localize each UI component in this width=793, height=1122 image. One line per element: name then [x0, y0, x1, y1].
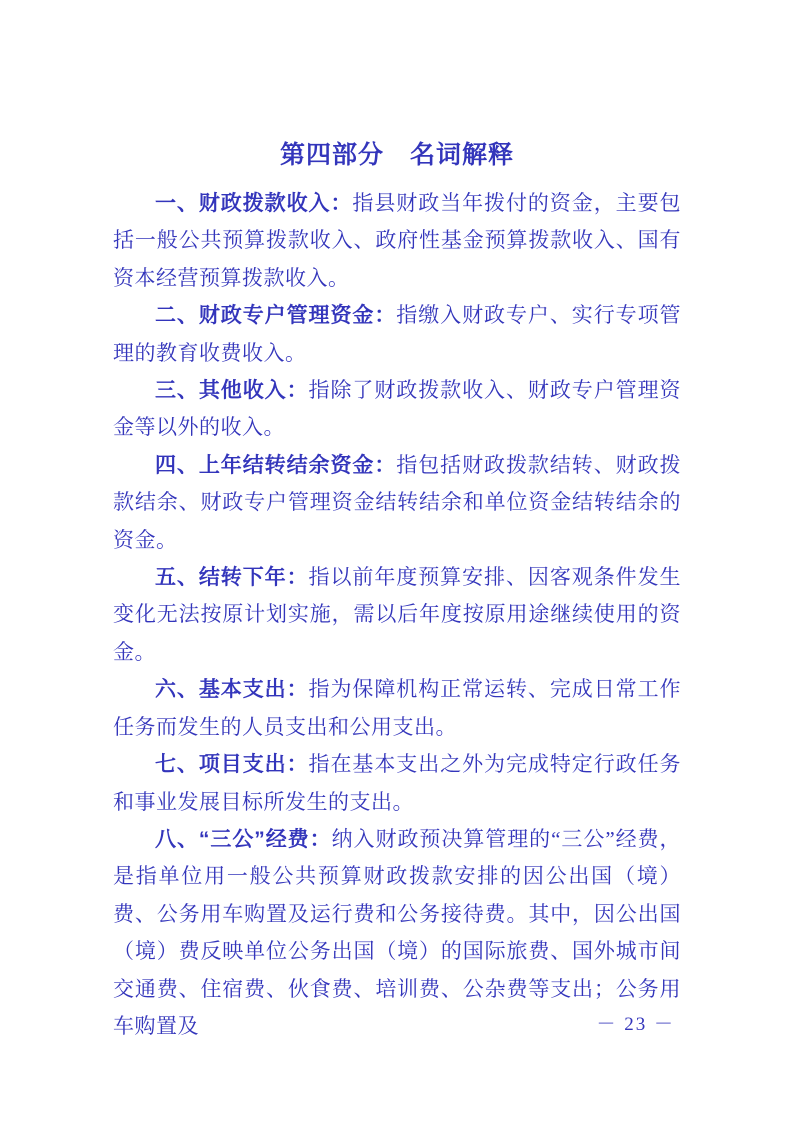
term-definition: 指除了财政拨款收入、财政专户管理资金等以外的收入。 [113, 378, 682, 440]
term-definition: 指缴入财政专户、实行专项管理的教育收费收入。 [113, 303, 682, 365]
term-label: 二、财政专户管理资金： [155, 304, 397, 328]
document-content [113, 138, 681, 1045]
term-label: 三、其他收入： [155, 379, 309, 403]
definition-paragraph-4 [113, 447, 681, 559]
term-definition: 纳入财政预决算管理的“三公”经费，是指单位用一般公共预算财政拨款安排的因公出国（境）费、公务用车购置及运行费和公务接待费。其中，因公出国（境）费反映单位公务出国（境）的国际旅费、国外城市间交通费、住宿费、伙食费、培训费、公杂费等支出；公务用车购置及 [113, 826, 682, 1038]
term-definition: 指包括财政拨款结转、财政拨款结余、财政专户管理资金结转结余和单位资金结转结余的资金。 [113, 452, 682, 552]
page-number: － 23 － [596, 1014, 675, 1035]
term-definition: 指县财政当年拨付的资金，主要包括一般公共预算拨款收入、政府性基金预算拨款收入、国有资本经营预算拨款收入。 [113, 191, 682, 290]
definition-paragraph-1 [113, 185, 681, 297]
definition-paragraph-2 [113, 297, 681, 372]
term-label: 八、“三公”经费： [155, 827, 332, 851]
term-label: 六、基本支出： [155, 678, 309, 702]
term-label: 七、项目支出： [155, 753, 309, 777]
term-definition: 指以前年度预算安排、因客观条件发生变化无法按原计划实施，需以后年度按原用途继续使用的资金。 [113, 565, 682, 664]
term-label: 一、财政拨款收入： [155, 192, 353, 215]
term-label: 四、上年结转结余资金： [155, 453, 397, 477]
definition-paragraph-6 [113, 671, 681, 746]
definition-paragraph-7 [113, 746, 681, 821]
term-definition: 指在基本支出之外为完成特定行政任务和事业发展目标所发生的支出。 [113, 752, 682, 814]
term-label: 五、结转下年： [155, 566, 309, 590]
definition-paragraph-3 [113, 372, 681, 447]
definition-paragraph-5 [113, 559, 681, 671]
term-definition: 指为保障机构正常运转、完成日常工作任务而发生的人员支出和公用支出。 [113, 677, 682, 739]
section-title: 第四部分 名词解释 [279, 141, 514, 169]
